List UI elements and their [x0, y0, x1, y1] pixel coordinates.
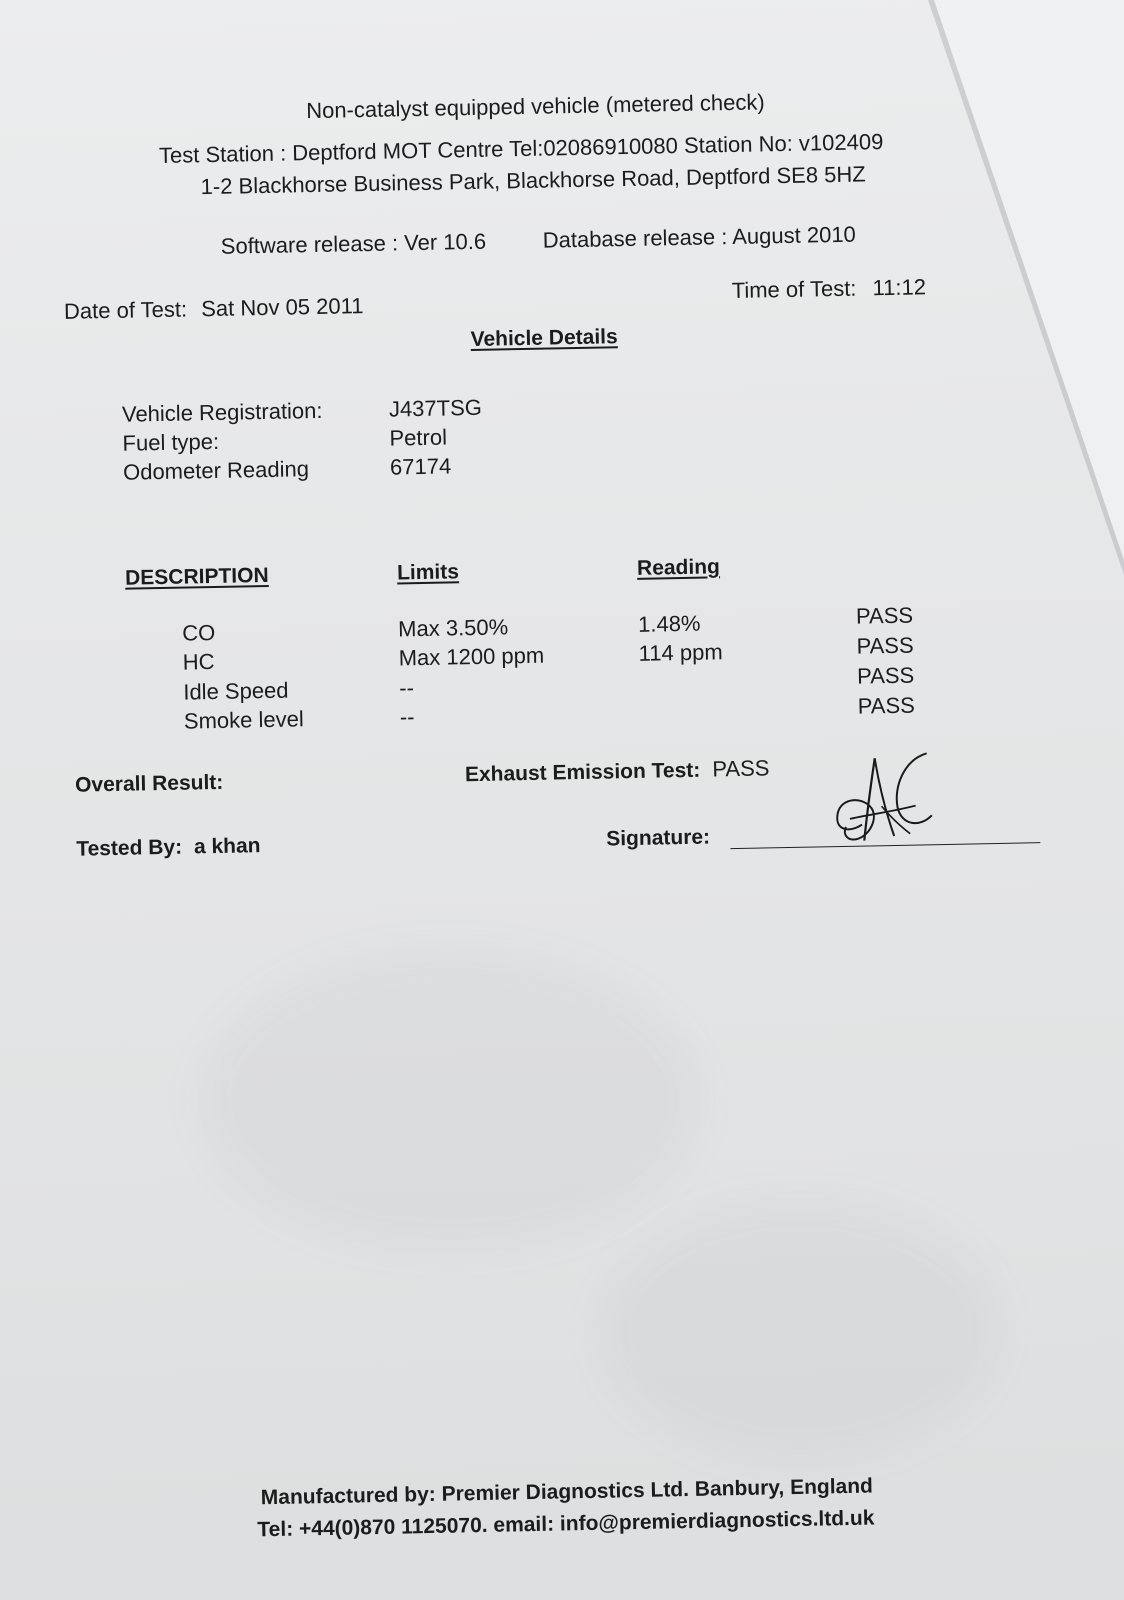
test-station-line: Test Station : Deptford MOT Centre Tel:02086910080 Station No: v102409	[158, 129, 884, 168]
tested-by-label: Tested By:	[76, 835, 183, 861]
result-description: HC	[182, 649, 215, 675]
result-reading: 1.48%	[637, 610, 701, 637]
footer-manufacturer: Manufactured by: Premier Diagnostics Ltd. Banbury, England	[260, 1474, 874, 1510]
reading-header: Reading	[636, 555, 721, 580]
exhaust-emission-result	[465, 755, 770, 788]
exhaust-emission-value: PASS	[712, 755, 770, 782]
result-description: Smoke level	[183, 706, 304, 734]
document-title: Non-catalyst equipped vehicle (metered check)	[305, 89, 765, 124]
result-limit: --	[399, 675, 415, 701]
limits-header: Limits	[396, 560, 460, 585]
time-value: 11:12	[872, 274, 927, 301]
vehicle-details-heading: Vehicle Details	[470, 325, 618, 352]
fuel-type-label: Fuel type:	[122, 428, 220, 456]
result-description: CO	[181, 619, 216, 646]
odometer-value: 67174	[389, 453, 452, 480]
date-label: Date of Test:	[63, 296, 188, 324]
paper-fold	[934, 0, 1124, 560]
result-description: Idle Speed	[183, 677, 289, 705]
signature-label: Signature:	[605, 825, 711, 851]
result-status: PASS	[856, 662, 915, 689]
vehicle-registration-value: J437TSG	[388, 394, 483, 422]
station-address: 1-2 Blackhorse Business Park, Blackhorse Road, Deptford SE8 5HZ	[200, 161, 866, 200]
result-limit: Max 3.50%	[397, 614, 509, 642]
date-value: Sat Nov 05 2011	[200, 293, 364, 322]
exhaust-emission-label: Exhaust Emission Test:	[464, 758, 701, 787]
result-limit: Max 1200 ppm	[398, 642, 545, 671]
fuel-type-value: Petrol	[389, 424, 448, 451]
result-status: PASS	[855, 602, 914, 629]
time-of-test	[731, 274, 926, 304]
footer-contact: Tel: +44(0)870 1125070. email: info@premierdiagnostics.ltd.uk	[257, 1506, 875, 1542]
result-status: PASS	[856, 632, 914, 659]
odometer-label: Odometer Reading	[122, 456, 310, 485]
result-status: PASS	[857, 692, 916, 719]
tested-by	[76, 833, 261, 863]
tested-by-value: a khan	[193, 834, 261, 859]
vehicle-registration-label: Vehicle Registration:	[121, 397, 323, 427]
handwritten-signature	[818, 745, 950, 857]
date-of-test	[64, 293, 364, 325]
description-header: DESCRIPTION	[124, 563, 269, 590]
result-limit: --	[399, 704, 415, 730]
time-label: Time of Test:	[731, 275, 857, 304]
overall-result-label: Overall Result:	[74, 770, 224, 797]
software-release: Software release : Ver 10.6	[220, 228, 487, 259]
database-release: Database release : August 2010	[542, 221, 857, 253]
result-reading: 114 ppm	[638, 639, 723, 666]
